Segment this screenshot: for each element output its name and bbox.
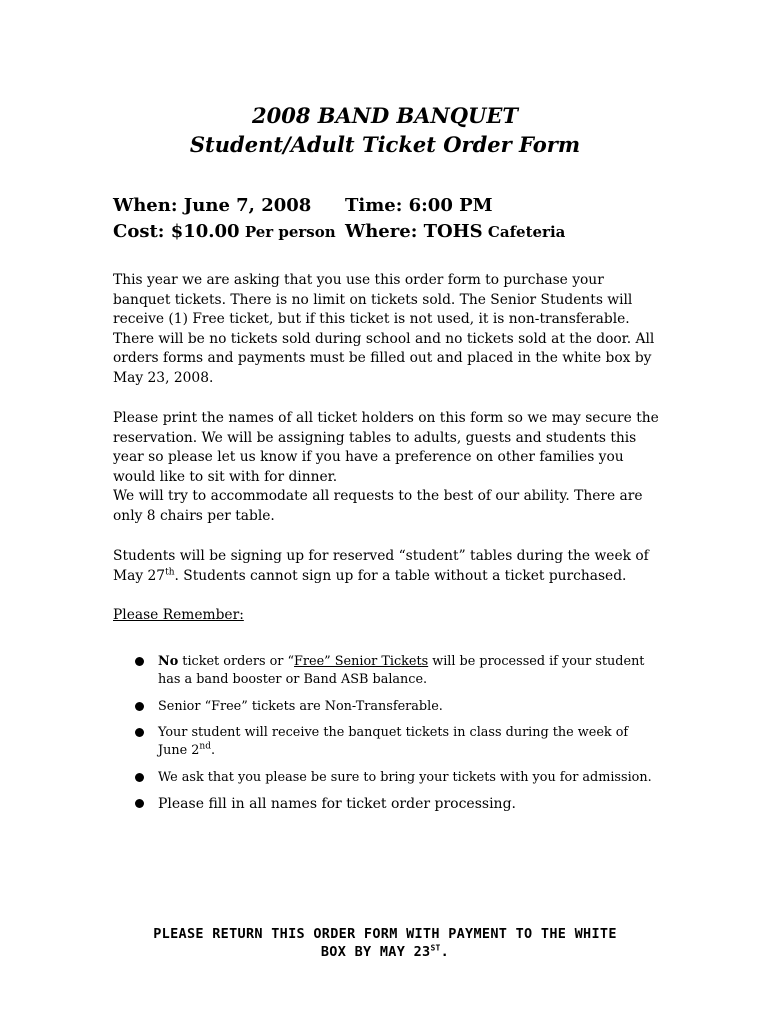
event-cost-amount: Cost: $10.00	[113, 221, 240, 242]
bullet-icon	[135, 799, 144, 808]
bullet-2-text: Senior “Free” tickets are Non-Transferable.	[158, 698, 443, 714]
event-info-row-2	[113, 219, 673, 245]
student-tables-text-2: . Students cannot sign up for a table without a ticket purchased.	[174, 567, 627, 584]
footer-end: .	[440, 944, 450, 960]
student-tables-sup: th	[165, 567, 175, 577]
student-tables-text-1: Students will be signing up for reserved “student” tables during the week of May 27	[113, 548, 649, 584]
bullet-3-text: Your student will receive the banquet tickets in class during the week of June 2	[158, 725, 629, 758]
bullet-icon	[135, 702, 144, 711]
footer-line-2	[0, 943, 770, 961]
event-location-name: Where: TOHS	[345, 221, 483, 242]
footer-sup: ST	[430, 943, 441, 953]
event-date: When: June 7, 2008	[113, 195, 312, 216]
event-info	[113, 193, 673, 245]
title-line-1: 2008 BAND BANQUET	[252, 103, 518, 128]
bullet-3-sup: nd	[199, 741, 211, 752]
seating-paragraph-text-2: We will try to accommodate all requests to the best of our ability. There are only 8 chairs per table.	[113, 488, 643, 524]
bullet-icon	[135, 728, 144, 737]
list-item	[133, 724, 658, 760]
event-cost	[113, 219, 345, 245]
student-tables-paragraph	[113, 547, 659, 586]
bullet-icon	[135, 657, 144, 666]
intro-paragraph: This year we are asking that you use this order form to purchase your banquet tickets. There is no limit on tickets sold. The Senior Students will receive (1) Free ticket, but if this ticket is not used, it is non-transferable. There will be no tickets sold during school and no tickets sold at the door. All orders forms and payments must be filled out and placed in the white box by May 23, 2008.	[113, 272, 655, 386]
bullet-icon	[135, 773, 144, 782]
event-time: Time: 6:00 PM	[345, 195, 493, 216]
title-line-2: Student/Adult Ticket Order Form	[189, 132, 581, 157]
list-item	[133, 769, 658, 787]
bullet-1-mid: ticket orders or “	[178, 654, 295, 669]
document-title	[0, 101, 770, 159]
bullet-4-text: We ask that you please be sure to bring your tickets with you for admission.	[158, 769, 652, 785]
bullet-3-end: .	[210, 743, 216, 758]
seating-paragraph-text: Please print the names of all ticket holders on this form so we may secure the reservation. We will be assigning tables to adults, guests and students this year so please let us know if you have a preference on other families you would like to sit with for dinner.	[113, 410, 659, 485]
return-instructions	[0, 925, 770, 961]
bullet-5-text: Please fill in all names for ticket order processing.	[158, 796, 516, 812]
event-location-suffix: Cafeteria	[482, 223, 566, 241]
footer-line-2-text: BOX BY MAY 23	[320, 944, 431, 960]
event-cost-suffix: Per person	[239, 223, 336, 241]
footer-line-1: PLEASE RETURN THIS ORDER FORM WITH PAYMENT TO THE WHITE	[153, 926, 617, 942]
list-item	[133, 795, 658, 813]
bullet-1-underlined: Free” Senior Tickets	[294, 654, 429, 669]
bullet-1-bold: No	[158, 654, 179, 669]
seating-paragraph	[113, 409, 659, 527]
bullet-1-rest: will be processed if your student has a band booster or Band ASB balance.	[158, 654, 645, 687]
remember-heading: Please Remember:	[113, 607, 244, 623]
list-item	[133, 698, 658, 716]
event-location	[345, 219, 673, 245]
event-info-row-1	[113, 193, 673, 219]
list-item	[133, 653, 658, 689]
reminder-list	[133, 653, 658, 822]
